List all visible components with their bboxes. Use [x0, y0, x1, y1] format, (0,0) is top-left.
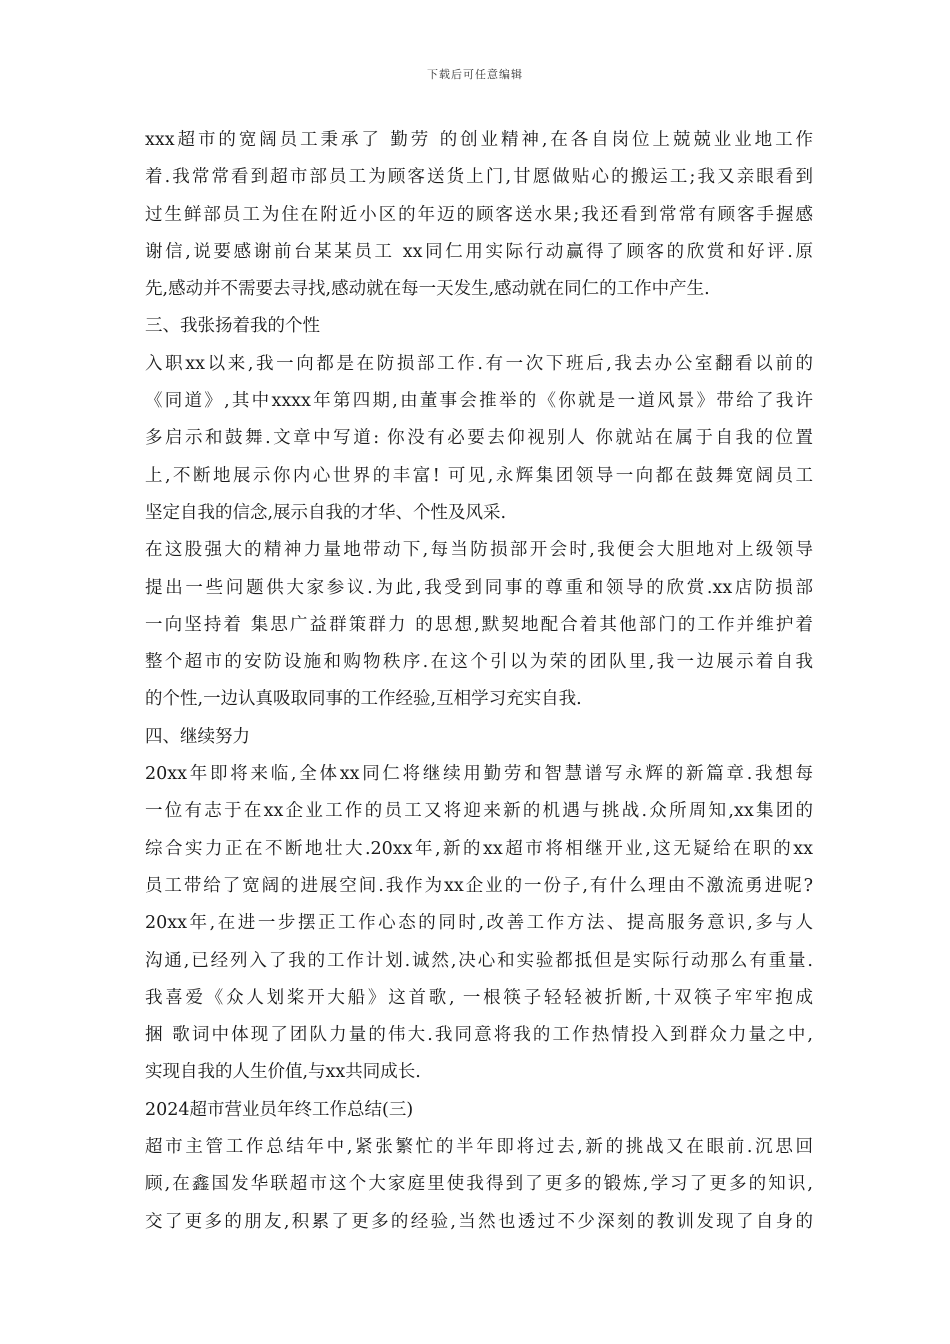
page-header: 下载后可任意编辑 — [427, 68, 523, 81]
text-line: 着.我常常看到超市部员工为顾客送货上门,甘愿做贴心的搬运工;我又亲眼看到 — [145, 167, 813, 188]
text-line: 《同道》,其中xxxx年第四期,由董事会推举的《你就是一道风景》带给了我许 — [145, 391, 813, 412]
text-line: 多启示和鼓舞.文章中写道: 你没有必要去仰视别人 你就站在属于自我的位置 — [145, 428, 813, 449]
text-line: 的个性,一边认真吸取同事的工作经验,互相学习充实自我. — [145, 689, 582, 710]
text-line: 入职xx以来,我一向都是在防损部工作.有一次下班后,我去办公室翻看以前的 — [145, 353, 813, 374]
text-line: 20xx年即将来临,全体xx同仁将继续用勤劳和智慧谱写永辉的新篇章.我想每 — [145, 764, 813, 785]
section-heading: 2024超市营业员年终工作总结(三) — [145, 1099, 414, 1120]
text-line: 实现自我的人生价值,与xx共同成长. — [145, 1062, 421, 1083]
text-line: 沟通,已经列入了我的工作计划.诚然,决心和实验都抵但是实际行动那么有重量. — [145, 950, 813, 971]
text-line: 20xx年,在进一步摆正工作心态的同时,改善工作方法、提高服务意识,多与人 — [145, 913, 813, 934]
text-line: 谢信,说要感谢前台某某员工 xx同仁用实际行动赢得了顾客的欣赏和好评.原 — [145, 241, 813, 262]
section-heading: 三、我张扬着我的个性 — [145, 316, 320, 337]
text-line: 整个超市的安防设施和购物秩序.在这个引以为荣的团队里,我一边展示着自我 — [145, 652, 813, 673]
text-line: 一位有志于在xx企业工作的员工又将迎来新的机遇与挑战.众所周知,xx集团的 — [145, 801, 813, 822]
text-line: 捆 歌词中体现了团队力量的伟大.我同意将我的工作热情投入到群众力量之中, — [145, 1025, 813, 1046]
text-line: 提出一些问题供大家参议.为此,我受到同事的尊重和领导的欣赏.xx店防损部 — [145, 577, 813, 598]
text-line: 员工带给了宽阔的进展空间.我作为xx企业的一份子,有什么理由不激流勇进呢? — [145, 875, 813, 896]
document-body — [145, 122, 813, 1241]
text-line: 交了更多的朋友,积累了更多的经验,当然也透过不少深刻的教训发现了自身的 — [145, 1211, 813, 1232]
text-line: 在这股强大的精神力量地带动下,每当防损部开会时,我便会大胆地对上级领导 — [145, 540, 813, 561]
text-line: 上,不断地展示你内心世界的丰富! 可见,永辉集团领导一向都在鼓舞宽阔员工 — [145, 465, 813, 486]
text-line: 综合实力正在不断地壮大.20xx年,新的xx超市将相继开业,这无疑给在职的xx — [145, 838, 813, 859]
text-line: 先,感动并不需要去寻找,感动就在每一天发生,感动就在同仁的工作中产生. — [145, 279, 710, 300]
text-line: 我喜爱《众人划桨开大船》这首歌, 一根筷子轻轻被折断,十双筷子牢牢抱成 — [145, 987, 813, 1008]
text-line: xxx超市的宽阔员工秉承了 勤劳 的创业精神,在各自岗位上兢兢业业地工作 — [145, 130, 813, 150]
text-line: 一向坚持着 集思广益群策群力 的思想,默契地配合着其他部门的工作并维护着 — [145, 614, 813, 635]
text-line: 顾,在鑫国发华联超市这个大家庭里使我得到了更多的锻炼,学习了更多的知识, — [145, 1174, 813, 1195]
text-line: 坚定自我的信念,展示自我的才华、个性及风采. — [145, 502, 507, 523]
section-heading: 四、继续努力 — [145, 726, 250, 747]
text-line: 超市主管工作总结年中,紧张繁忙的半年即将过去,新的挑战又在眼前.沉思回 — [145, 1137, 813, 1158]
text-line: 过生鲜部员工为住在附近小区的年迈的顾客送水果;我还看到常常有顾客手握感 — [145, 204, 813, 225]
